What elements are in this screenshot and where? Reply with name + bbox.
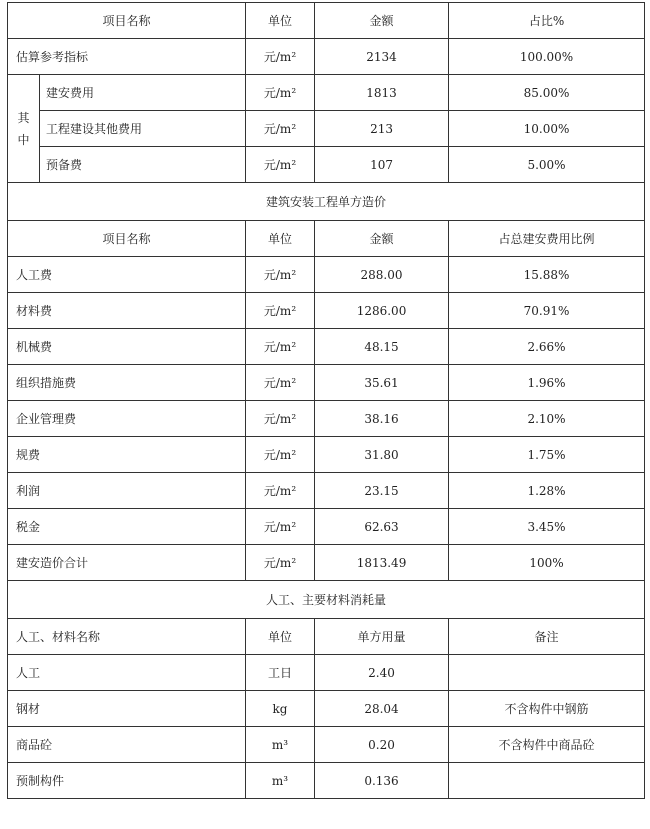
header-item-name: 项目名称 bbox=[8, 221, 246, 257]
row-amount: 31.80 bbox=[315, 437, 449, 473]
header-unit: 单位 bbox=[246, 619, 315, 655]
unit-cost-row bbox=[8, 437, 645, 473]
section-title: 人工、主要材料消耗量 bbox=[8, 581, 645, 619]
group-label bbox=[8, 75, 40, 183]
row-amount: 35.61 bbox=[315, 365, 449, 401]
row-unit: 元/m² bbox=[246, 111, 315, 147]
row-name: 人工费 bbox=[8, 257, 246, 293]
row-name: 预备费 bbox=[40, 147, 246, 183]
row-quantity: 0.136 bbox=[315, 763, 449, 799]
unit-cost-row bbox=[8, 401, 645, 437]
row-amount: 1813.49 bbox=[315, 545, 449, 581]
row-amount: 213 bbox=[315, 111, 449, 147]
row-name: 机械费 bbox=[8, 329, 246, 365]
row-name: 建安造价合计 bbox=[8, 545, 246, 581]
row-note bbox=[449, 655, 645, 691]
row-unit: 工日 bbox=[246, 655, 315, 691]
materials-row bbox=[8, 763, 645, 799]
header-unit: 单位 bbox=[246, 3, 315, 39]
row-unit: 元/m² bbox=[246, 545, 315, 581]
row-amount: 1286.00 bbox=[315, 293, 449, 329]
row-ratio: 15.88% bbox=[449, 257, 645, 293]
row-ratio: 2.66% bbox=[449, 329, 645, 365]
row-amount: 2134 bbox=[315, 39, 449, 75]
row-name: 规费 bbox=[8, 437, 246, 473]
row-unit: 元/m² bbox=[246, 39, 315, 75]
row-unit: 元/m² bbox=[246, 329, 315, 365]
header-note: 备注 bbox=[449, 619, 645, 655]
row-unit: 元/m² bbox=[246, 437, 315, 473]
row-name: 材料费 bbox=[8, 293, 246, 329]
section-title-row bbox=[8, 581, 645, 619]
unit-cost-row bbox=[8, 257, 645, 293]
row-quantity: 2.40 bbox=[315, 655, 449, 691]
row-name: 建安费用 bbox=[40, 75, 246, 111]
row-name: 组织措施费 bbox=[8, 365, 246, 401]
row-name: 估算参考指标 bbox=[8, 39, 246, 75]
row-ratio: 3.45% bbox=[449, 509, 645, 545]
row-name: 工程建设其他费用 bbox=[40, 111, 246, 147]
header-amount: 金额 bbox=[315, 221, 449, 257]
row-quantity: 0.20 bbox=[315, 727, 449, 763]
row-ratio: 10.00% bbox=[449, 111, 645, 147]
row-unit: 元/m² bbox=[246, 293, 315, 329]
row-amount: 107 bbox=[315, 147, 449, 183]
row-ratio: 1.96% bbox=[449, 365, 645, 401]
row-name: 人工 bbox=[8, 655, 246, 691]
row-ratio: 1.75% bbox=[449, 437, 645, 473]
header-quantity: 单方用量 bbox=[315, 619, 449, 655]
materials-row bbox=[8, 655, 645, 691]
row-amount: 38.16 bbox=[315, 401, 449, 437]
estimate-sub-row bbox=[8, 111, 645, 147]
header-item-name: 项目名称 bbox=[8, 3, 246, 39]
header-unit: 单位 bbox=[246, 221, 315, 257]
header-ratio: 占总建安费用比例 bbox=[449, 221, 645, 257]
row-ratio: 5.00% bbox=[449, 147, 645, 183]
row-name: 利润 bbox=[8, 473, 246, 509]
row-unit: 元/m² bbox=[246, 509, 315, 545]
row-note: 不含构件中商品砼 bbox=[449, 727, 645, 763]
unit-cost-row bbox=[8, 365, 645, 401]
row-name: 商品砼 bbox=[8, 727, 246, 763]
materials-row bbox=[8, 691, 645, 727]
unit-cost-header-row bbox=[8, 221, 645, 257]
row-name: 企业管理费 bbox=[8, 401, 246, 437]
cost-estimate-table bbox=[7, 2, 645, 799]
row-unit: 元/m² bbox=[246, 401, 315, 437]
group-label-char-2: 中 bbox=[17, 132, 30, 147]
materials-header-row bbox=[8, 619, 645, 655]
unit-cost-row bbox=[8, 329, 645, 365]
row-unit: 元/m² bbox=[246, 147, 315, 183]
row-amount: 288.00 bbox=[315, 257, 449, 293]
estimate-header-row bbox=[8, 3, 645, 39]
row-name: 钢材 bbox=[8, 691, 246, 727]
row-ratio: 2.10% bbox=[449, 401, 645, 437]
header-ratio: 占比% bbox=[449, 3, 645, 39]
row-amount: 1813 bbox=[315, 75, 449, 111]
unit-cost-row bbox=[8, 509, 645, 545]
section-title: 建筑安装工程单方造价 bbox=[8, 183, 645, 221]
row-name: 税金 bbox=[8, 509, 246, 545]
row-amount: 62.63 bbox=[315, 509, 449, 545]
row-quantity: 28.04 bbox=[315, 691, 449, 727]
row-ratio: 70.91% bbox=[449, 293, 645, 329]
header-amount: 金额 bbox=[315, 3, 449, 39]
materials-row bbox=[8, 727, 645, 763]
row-unit: 元/m² bbox=[246, 473, 315, 509]
row-unit: m³ bbox=[246, 727, 315, 763]
estimate-sub-row bbox=[8, 147, 645, 183]
row-name: 预制构件 bbox=[8, 763, 246, 799]
unit-cost-row bbox=[8, 473, 645, 509]
row-unit: 元/m² bbox=[246, 365, 315, 401]
row-unit: 元/m² bbox=[246, 257, 315, 293]
row-unit: kg bbox=[246, 691, 315, 727]
row-unit: 元/m² bbox=[246, 75, 315, 111]
row-unit: m³ bbox=[246, 763, 315, 799]
unit-cost-total-row bbox=[8, 545, 645, 581]
unit-cost-row bbox=[8, 293, 645, 329]
section-title-row bbox=[8, 183, 645, 221]
group-label-char-1: 其 bbox=[17, 110, 30, 125]
estimate-sub-row bbox=[8, 75, 645, 111]
row-ratio: 1.28% bbox=[449, 473, 645, 509]
estimate-main-row bbox=[8, 39, 645, 75]
row-amount: 23.15 bbox=[315, 473, 449, 509]
row-note bbox=[449, 763, 645, 799]
row-amount: 48.15 bbox=[315, 329, 449, 365]
row-ratio: 100% bbox=[449, 545, 645, 581]
row-ratio: 100.00% bbox=[449, 39, 645, 75]
row-ratio: 85.00% bbox=[449, 75, 645, 111]
row-note: 不含构件中钢筋 bbox=[449, 691, 645, 727]
header-material-name: 人工、材料名称 bbox=[8, 619, 246, 655]
